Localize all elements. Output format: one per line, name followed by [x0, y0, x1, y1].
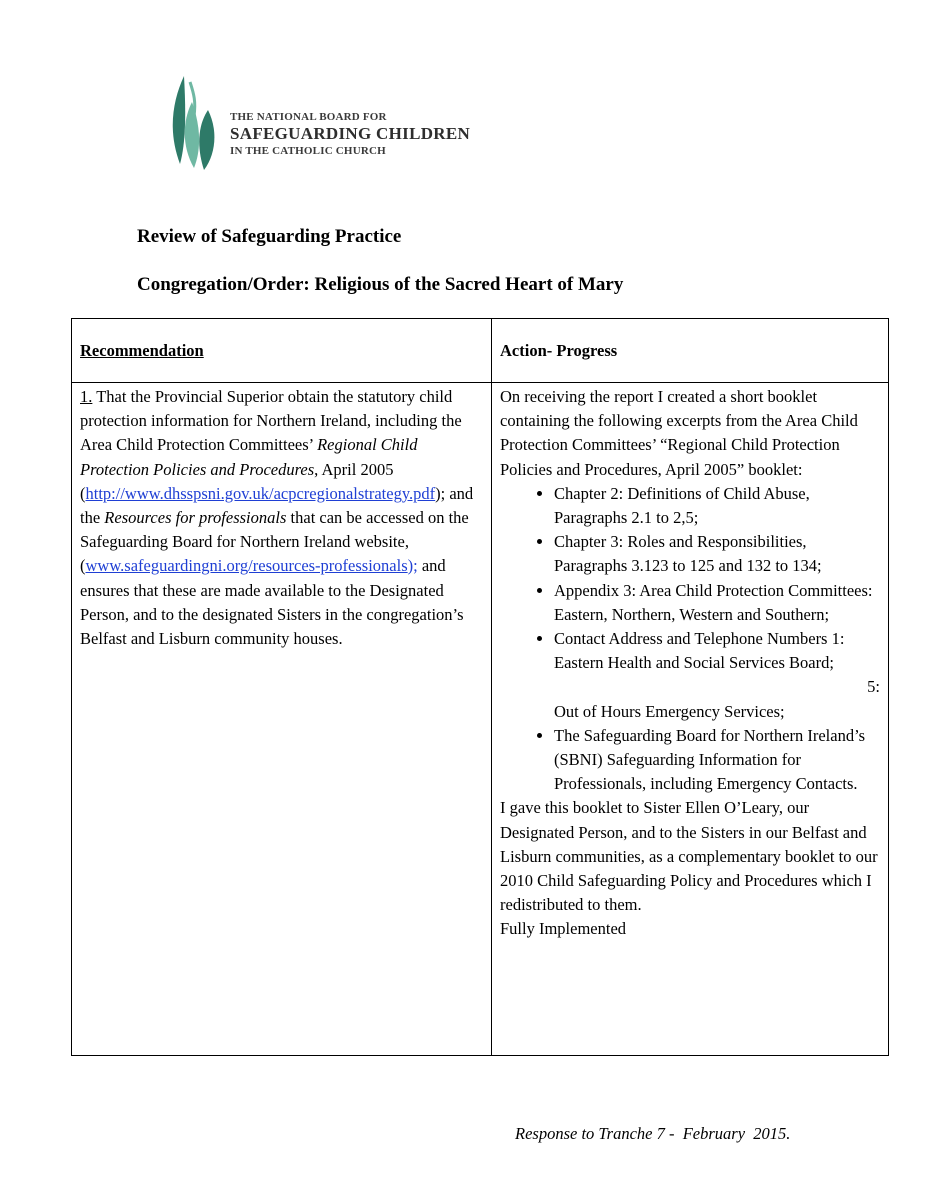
- list-item: • Appendix 3: Area Child Protection Committees: Eastern, Northern, Western and Southern;: [554, 579, 880, 627]
- table-row: [72, 383, 889, 1056]
- congregation-heading: Congregation/Order: Religious of the Sacred Heart of Mary: [137, 274, 624, 295]
- list-item-text: Contact Address and Telephone Numbers 1: Eastern Health and Social Services Board;: [554, 629, 845, 673]
- list-item-text: Out of Hours Emergency Services;: [554, 701, 785, 721]
- logo-line-1: THE NATIONAL BOARD FOR: [230, 111, 387, 123]
- policy-title: Regional Child Protection Policies and Procedures: [80, 435, 418, 479]
- acpc-strategy-link[interactable]: http://www.dhsspsni.gov.uk/acpcregionalstrategy.pdf: [85, 483, 436, 503]
- action-list: [500, 482, 880, 797]
- logo-line-3: IN THE CATHOLIC CHURCH: [230, 145, 386, 157]
- action-header: [492, 319, 889, 383]
- recommendation-header: [72, 319, 492, 383]
- recommendation-text-2: , April 2005 (: [80, 459, 394, 503]
- page-title: Review of Safeguarding Practice: [137, 226, 402, 247]
- list-item: • Chapter 3: Roles and Responsibilities, Paragraphs 3.123 to 125 and 132 to 134;: [554, 530, 880, 578]
- recommendation-header-label: Recommendation: [80, 341, 204, 361]
- footer-note: Response to Tranche 7 - February 2015.: [515, 1124, 791, 1143]
- recommendation-cell: [72, 383, 492, 1056]
- flame-leaf-icon: [170, 72, 226, 172]
- recommendation-text-5: and ensures that these are made available to the Designated Person, and to the designated Sisters in the congregation’s Belfast and Lisburn community houses.: [80, 556, 464, 649]
- logo-line-2: SAFEGUARDING CHILDREN: [230, 124, 471, 143]
- action-cell: [492, 383, 889, 1056]
- logo: [170, 72, 510, 172]
- table-header-row: [72, 319, 889, 383]
- action-outro: I gave this booklet to Sister Ellen O’Leary, our Designated Person, and to the Sisters in our Belfast and Lisburn communities, as a complementary booklet to our 2010 Child Safeguarding Policy and Procedures which I redistributed to them.: [500, 798, 878, 915]
- logo-text: [230, 110, 470, 158]
- action-header-label: Action- Progress: [500, 341, 618, 361]
- action-status: Fully Implemented: [500, 919, 627, 939]
- list-item: [554, 627, 880, 724]
- action-intro: On receiving the report I created a short booklet containing the following excerpts from the Area Child Protection Committees’ “Regional Child Protection Policies and Procedures, April 2005” booklet:: [500, 387, 858, 479]
- resources-title: Resources for professionals: [104, 508, 287, 528]
- list-item: • The Safeguarding Board for Northern Ireland’s (SBNI) Safeguarding Information for Professionals, including Emergency Contacts.: [554, 724, 880, 797]
- link-closing: );: [407, 556, 418, 576]
- list-item-number: 5:: [867, 677, 880, 697]
- recommendation-text-4: that can be accessed on the Safeguarding Board for Northern Ireland website, (: [80, 508, 469, 576]
- review-table: [71, 318, 889, 1056]
- safeguardingni-link[interactable]: www.safeguardingni.org/resources-professionals: [85, 556, 408, 576]
- recommendation-text-1: That the Provincial Superior obtain the statutory child protection information for Northern Ireland, including the Area Child Protection Committees’: [80, 387, 462, 455]
- recommendation-text-3: ); and the: [80, 483, 474, 528]
- list-item: • Chapter 2: Definitions of Child Abuse, Paragraphs 2.1 to 2,5;: [554, 482, 880, 530]
- recommendation-number: 1.: [80, 387, 93, 406]
